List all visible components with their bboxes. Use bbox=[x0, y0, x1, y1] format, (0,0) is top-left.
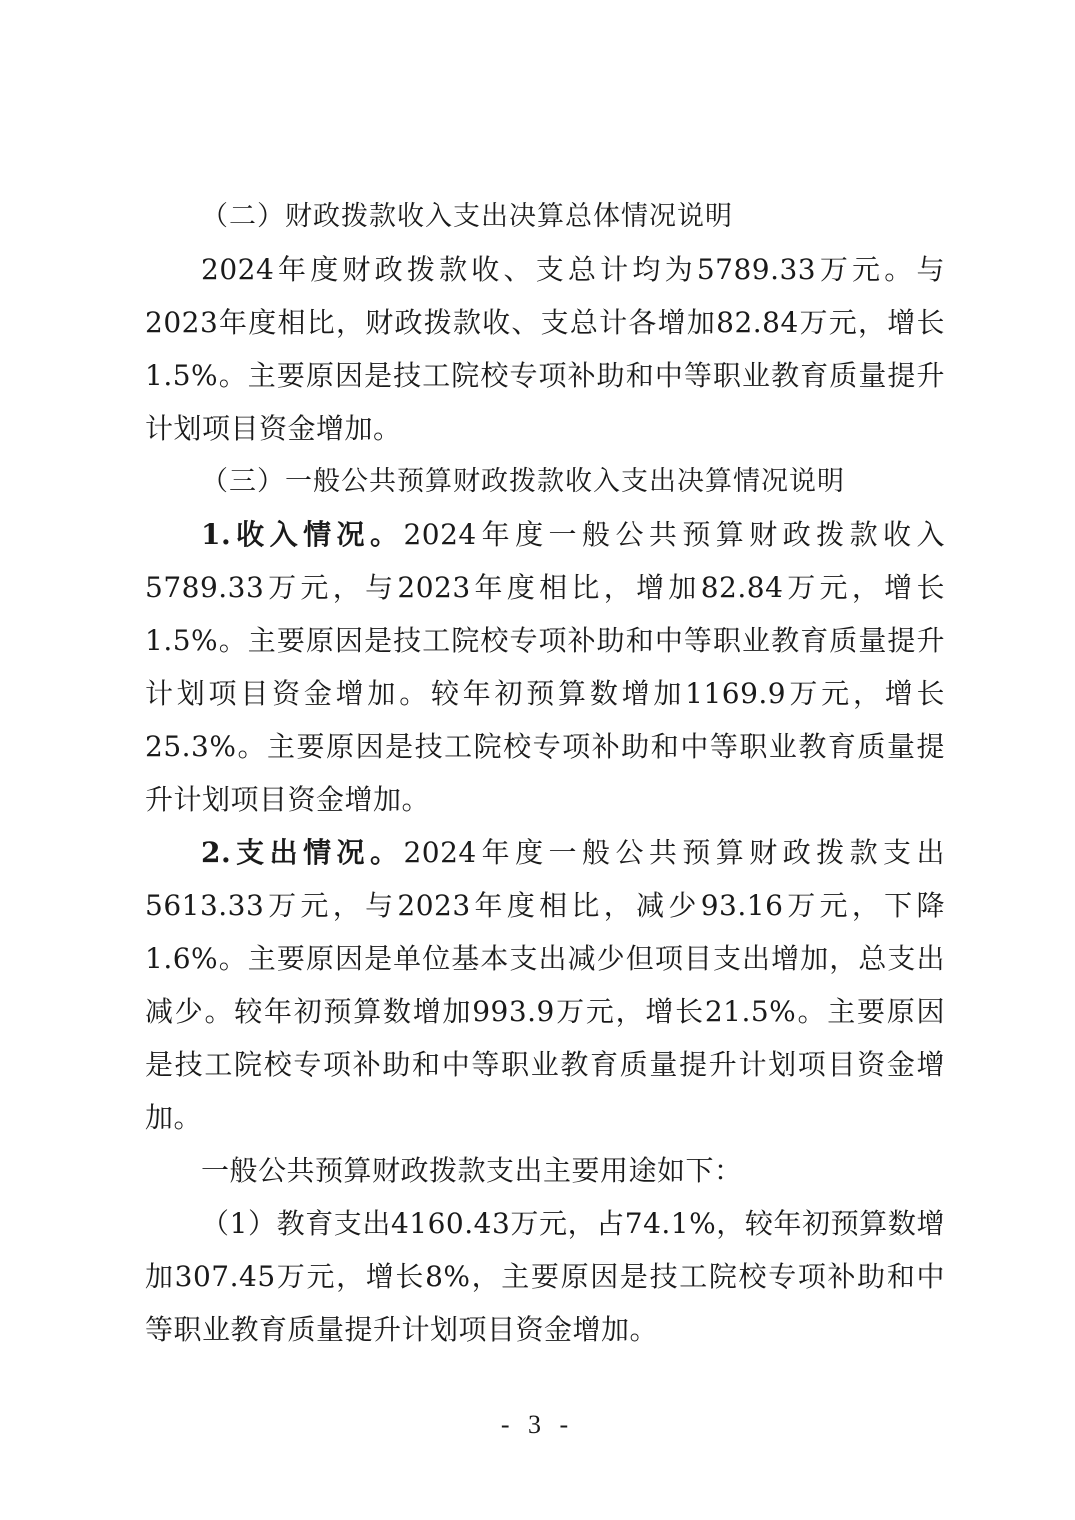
paragraph-income bbox=[145, 508, 945, 826]
section-heading-fiscal-overall: （二）财政拨款收入支出决算总体情况说明 bbox=[201, 201, 733, 232]
income-label: 1.收入情况。 bbox=[201, 518, 404, 551]
document-body bbox=[145, 190, 945, 1356]
paragraph-fiscal-overall: 2024年度财政拨款收、支总计均为5789.33万元。与2023年度相比，财政拨款收、支总计各增加82.84万元，增长1.5%。主要原因是技工院校专项补助和中等职业教育质量提升计划项目资金增加。 bbox=[145, 253, 945, 445]
page-number: - 3 - bbox=[500, 1410, 575, 1439]
paragraph-expense bbox=[145, 826, 945, 1144]
paragraph-uses-intro: 一般公共预算财政拨款支出主要用途如下： bbox=[201, 1154, 743, 1187]
paragraph-education-expense: （1）教育支出4160.43万元，占74.1%，较年初预算数增加307.45万元，增长8%，主要原因是技工院校专项补助和中等职业教育质量提升计划项目资金增加。 bbox=[145, 1207, 945, 1346]
expense-label: 2.支出情况。 bbox=[201, 836, 404, 869]
income-text: 2024年度一般公共预算财政拨款收入5789.33万元，与2023年度相比，增加82.84万元，增长1.5%。主要原因是技工院校专项补助和中等职业教育质量提升计划项目资金增加。较年初预算数增加1169.9万元，增长25.3%。主要原因是技工院校专项补助和中等职业教育质量提升计划项目资金增加。 bbox=[145, 518, 945, 816]
section-heading-general-budget: （三）一般公共预算财政拨款收入支出决算情况说明 bbox=[201, 466, 845, 497]
expense-text: 2024年度一般公共预算财政拨款支出5613.33万元，与2023年度相比，减少93.16万元，下降1.6%。主要原因是单位基本支出减少但项目支出增加，总支出减少。较年初预算数增加993.9万元，增长21.5%。主要原因是技工院校专项补助和中等职业教育质量提升计划项目资金增加。 bbox=[145, 836, 945, 1134]
